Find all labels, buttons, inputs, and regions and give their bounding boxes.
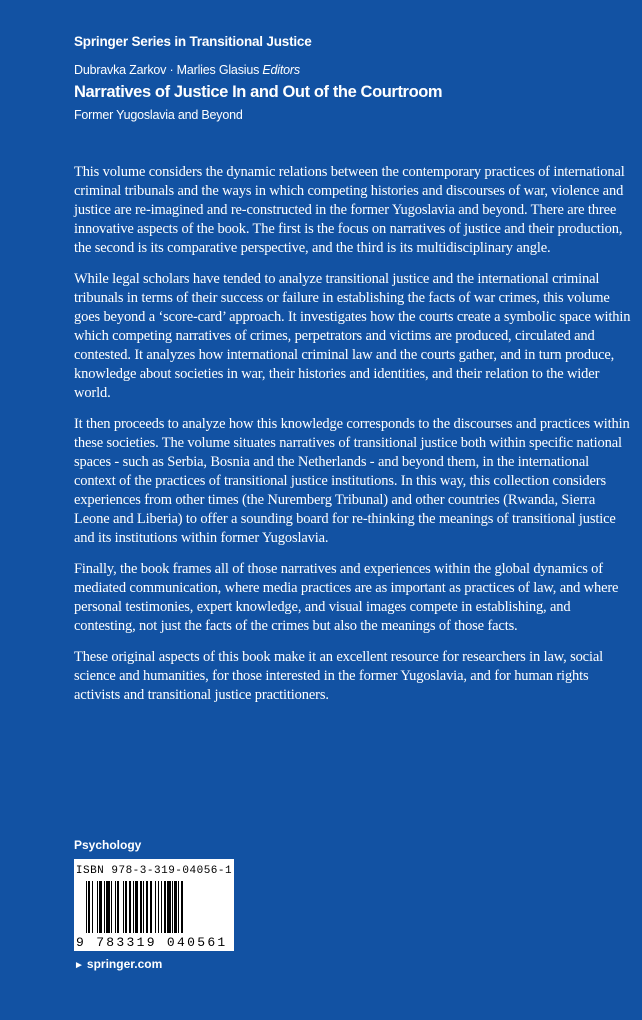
book-title: Narratives of Justice In and Out of the Courtroom: [74, 83, 443, 101]
editor-names: Dubravka Zarkov · Marlies Glasius: [74, 63, 260, 77]
blurb-paragraph-1: This volume considers the dynamic relations between the contemporary practices of international criminal tribunals and the ways in which competing histories and discourses of war, violence and justice are re-imagined and re-constructed in the former Yugoslavia and beyond. There are three innovative aspects of the book. The first is the focus on narratives of justice and their production, the second is its comparative perspective, and the third is its multidisciplinary angle.: [74, 164, 625, 256]
blurb-paragraph-4: Finally, the book frames all of those narratives and experiences within the global dynamics of mediated communication, where media practices are as important as practices of law, and where personal testimonies, expert knowledge, and visual images compete in establishing, and contesting, not just the facts of the crimes but also the meanings of those facts.: [74, 561, 619, 634]
subject-category: Psychology: [74, 838, 142, 852]
barcode-bars: [86, 881, 226, 933]
blurb: [74, 163, 634, 717]
blurb-paragraph-3: It then proceeds to analyze how this knowledge corresponds to the discourses and practices within these societies. The volume situates narratives of transitional justice both within specific national spaces - such as Serbia, Bosnia and the Netherlands - and beyond them, in the international context of the practices of transitional justice institutions. In this way, this collection considers experiences from other times (the Nuremberg Tribunal) and other countries (Rwanda, Sierra Leone and Liberia) to offer a sounding board for re-thinking the meanings of transitional justice and its institutions within former Yugoslavia.: [74, 416, 630, 546]
editors-line: [74, 63, 300, 77]
barcode-bar: [183, 881, 184, 933]
barcode: [74, 859, 234, 951]
series-name: Springer Series in Transitional Justice: [74, 34, 312, 49]
arrow-right-icon: ►: [74, 960, 84, 971]
isbn-label: ISBN 978-3-319-04056-1: [75, 865, 233, 877]
website-link[interactable]: [74, 957, 162, 971]
barcode-digits: 9 783319 040561: [76, 935, 228, 950]
blurb-paragraph-2: While legal scholars have tended to analyze transitional justice and the international criminal tribunals in terms of their success or failure in establishing the facts of war crimes, this volume goes beyond a ‘score-card’ approach. It investigates how the courts create a symbolic space within which competing narratives of crimes, perpetrators and victims are produced, circulated and contested. It analyzes how international criminal law and the courts gather, and in turn produce, knowledge about societies in war, their histories and identities, and their relation to the wider world.: [74, 271, 631, 401]
editors-role: Editors: [262, 63, 300, 77]
book-subtitle: Former Yugoslavia and Beyond: [74, 108, 243, 122]
blurb-paragraph-5: These original aspects of this book make it an excellent resource for researchers in law, social science and humanities, for those interested in the former Yugoslavia, and for human rights activists and transitional justice practitioners.: [74, 649, 604, 703]
website-text[interactable]: springer.com: [86, 957, 163, 971]
